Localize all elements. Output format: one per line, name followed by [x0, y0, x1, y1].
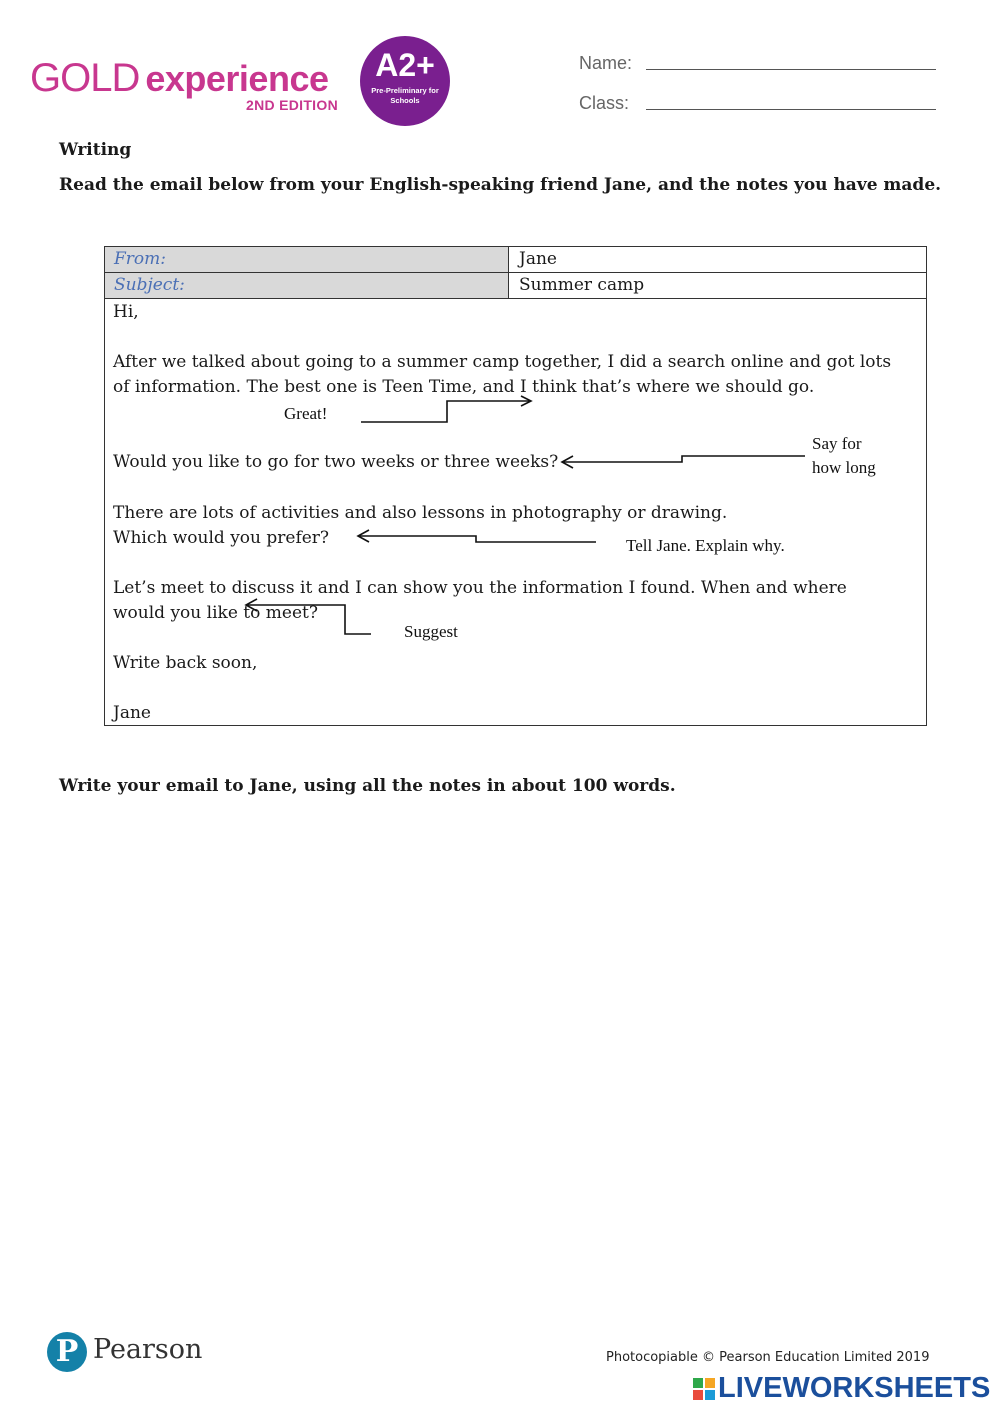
- email-signature: Jane: [113, 703, 151, 723]
- pearson-logo-icon: P: [47, 1332, 87, 1372]
- liveworksheets-watermark: LIVEWORKSHEETS: [718, 1372, 991, 1404]
- email-para4-line2: would you like to meet?: [113, 603, 318, 623]
- section-title: Writing: [59, 140, 132, 160]
- from-label: From:: [105, 247, 509, 272]
- email-greeting: Hi,: [113, 302, 139, 322]
- email-closing: Write back soon,: [113, 653, 258, 673]
- email-para4-line1: Let’s meet to discuss it and I can show you the information I found. When and where: [113, 578, 847, 598]
- liveworksheets-icon: [693, 1378, 715, 1400]
- subject-value: Summer camp: [519, 275, 645, 295]
- email-para3-line2: Which would you prefer?: [113, 528, 330, 548]
- badge-subtitle: Pre-Preliminary for Schools: [371, 86, 439, 105]
- logo-gold-text: GOLD: [30, 56, 140, 100]
- name-label: Name:: [579, 53, 633, 73]
- note-say-for-line2: how long: [812, 458, 876, 477]
- copyright-notice: Photocopiable © Pearson Education Limited 2019: [606, 1350, 930, 1365]
- email-para3-line1: There are lots of activities and also lessons in photography or drawing.: [113, 503, 728, 523]
- class-label: Class:: [579, 93, 630, 113]
- arrow-say-for: [563, 456, 805, 462]
- instruction-text: Read the email below from your English-speaking friend Jane, and the notes you have made.: [59, 175, 942, 195]
- note-suggest: Suggest: [404, 622, 458, 641]
- arrow-great: [361, 401, 530, 422]
- edition-label: 2ND EDITION: [246, 97, 338, 113]
- email-para1-line1: After we talked about going to a summer camp together, I did a search online and got lots: [113, 352, 892, 372]
- arrow-tell-jane: [359, 536, 596, 542]
- note-great: Great!: [284, 404, 328, 423]
- arrow-suggest: [247, 605, 371, 634]
- note-say-for-line1: Say for: [812, 434, 862, 453]
- subject-label: Subject:: [105, 273, 509, 298]
- email-para2: Would you like to go for two weeks or three weeks?: [113, 452, 559, 472]
- task-text: Write your email to Jane, using all the notes in about 100 words.: [59, 776, 676, 796]
- from-value: Jane: [519, 249, 557, 269]
- badge-level: A2+: [375, 47, 435, 83]
- note-tell-jane: Tell Jane. Explain why.: [626, 536, 785, 555]
- pearson-wordmark: Pearson: [93, 1334, 203, 1365]
- logo-experience-text: experience: [145, 58, 329, 99]
- email-para1-line2: of information. The best one is Teen Time, and I think that’s where we should go.: [113, 377, 815, 397]
